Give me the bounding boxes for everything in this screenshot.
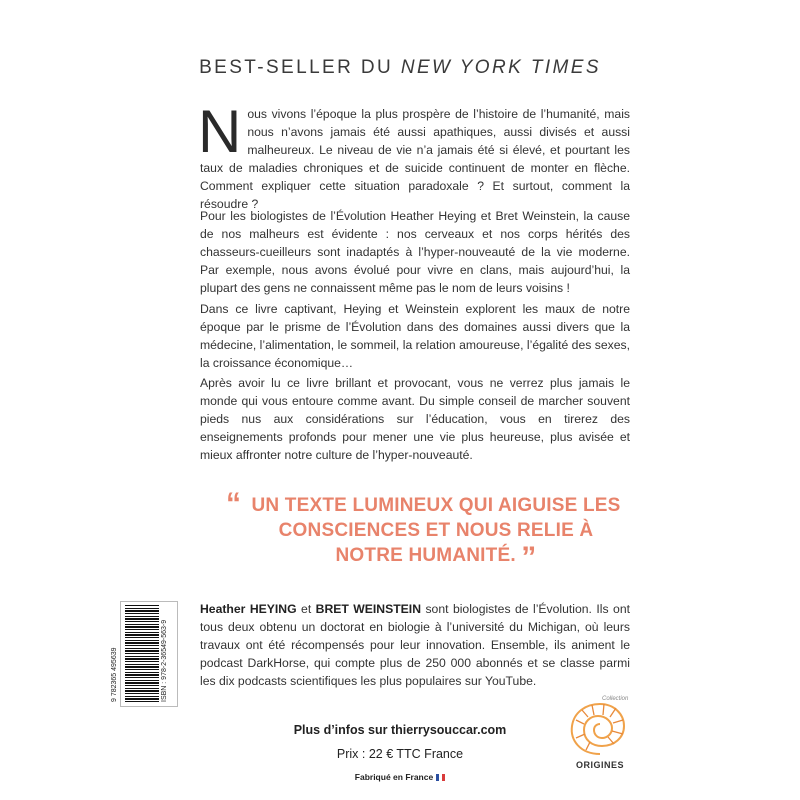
quote-line-3-wrap	[226, 541, 646, 574]
quote-close-mark: ”	[521, 541, 537, 574]
collection-name: ORIGINES	[575, 760, 624, 770]
french-flag-icon	[436, 774, 445, 781]
drop-cap: N	[198, 98, 242, 165]
quote-open-mark: “	[226, 487, 242, 520]
paragraph-1	[198, 98, 630, 213]
website-line: Plus d’infos sur thierrysouccar.com	[293, 723, 507, 737]
author-name-1: Heather HEYING	[200, 602, 297, 616]
made-in-line	[0, 772, 800, 782]
headline	[0, 57, 800, 79]
author-bio	[200, 600, 630, 690]
headline-prefix: BEST-SELLER DU	[199, 57, 401, 78]
quote-line-2: CONSCIENCES ET NOUS RELIE À	[278, 520, 594, 541]
ammonite-shell-icon	[562, 696, 638, 760]
collection-label: Collection	[602, 696, 629, 702]
paragraph-3: Dans ce livre captivant, Heying et Weinstein explorent les maux de notre époque par le prisme de l’Évolution dans des domaines aussi divers que la médecine, l’alimentation, le sommeil, la relation amoureuse, l’égalité des sexes, la croissance économique…	[200, 302, 630, 370]
author-bio-text: sont biologistes de l’Évolution. Ils ont tous deux obtenu un doctorat en biologie à l’université du Michigan, où leurs travaux ont été récompensés pour leur innovation. Ensemble, ils animent le podcast DarkHorse, qui compte plus de 250 000 abonnés et se classe parmi les dix podcasts scientifiques les plus populaires sur YouTube.	[200, 602, 630, 688]
barcode-digits: 9 782365 495639	[111, 647, 118, 702]
isbn-label: ISBN : 978-2-36549-563-9	[161, 619, 168, 702]
quote-line-1: UN TEXTE LUMINEUX QUI AIGUISE LES	[251, 495, 621, 516]
paragraph-2: Pour les biologistes de l’Évolution Heather Heying et Bret Weinstein, la cause de nos malheurs est évidente : nos cerveaux et nos corps hérités des chasseurs-cueilleurs sont inadaptés à l’hyper-nouveauté de la vie moderne. Par exemple, nous avons évolué pour vivre en clans, mais aujourd’hui, la plupart des gens ne connaissent même pas le nom de leurs voisins !	[200, 209, 630, 295]
paragraph-4: Après avoir lu ce livre brillant et provocant, vous ne verrez plus jamais le monde qui vous entoure comme avant. Du simple conseil de marcher souvent pieds nus aux considérations sur l’éducation, vous en tirerez des enseignements profonds pour mener une vie plus heureuse, plus avisée et mieux affronter notre culture de l’hyper-nouveauté.	[200, 376, 630, 462]
barcode	[125, 604, 159, 702]
made-in-text: Fabriqué en France	[354, 772, 434, 782]
quote-line-3: NOTRE HUMANITÉ.	[335, 545, 516, 566]
author-name-2: BRET WEINSTEIN	[315, 602, 421, 616]
isbn-barcode-block	[111, 601, 178, 707]
author-connector: et	[296, 602, 316, 616]
collection-logo	[562, 696, 638, 780]
paragraph-1-text: ous vivons l’époque la plus prospère de l’histoire de l’humanité, mais nous n’avons jamais été aussi apathiques, aussi divisés et aussi malheureux. Le niveau de vie n’a jamais été si élevé, et pourtant les taux de maladies chroniques et de suicide continuent de monter en flèche. Comment expliquer cette situation paradoxale ? Et surtout, comment la résoudre ?	[200, 107, 630, 211]
pull-quote	[226, 487, 646, 574]
headline-emphasis: NEW YORK TIMES	[400, 57, 601, 78]
price-line: Prix : 22 € TTC France	[336, 747, 464, 761]
